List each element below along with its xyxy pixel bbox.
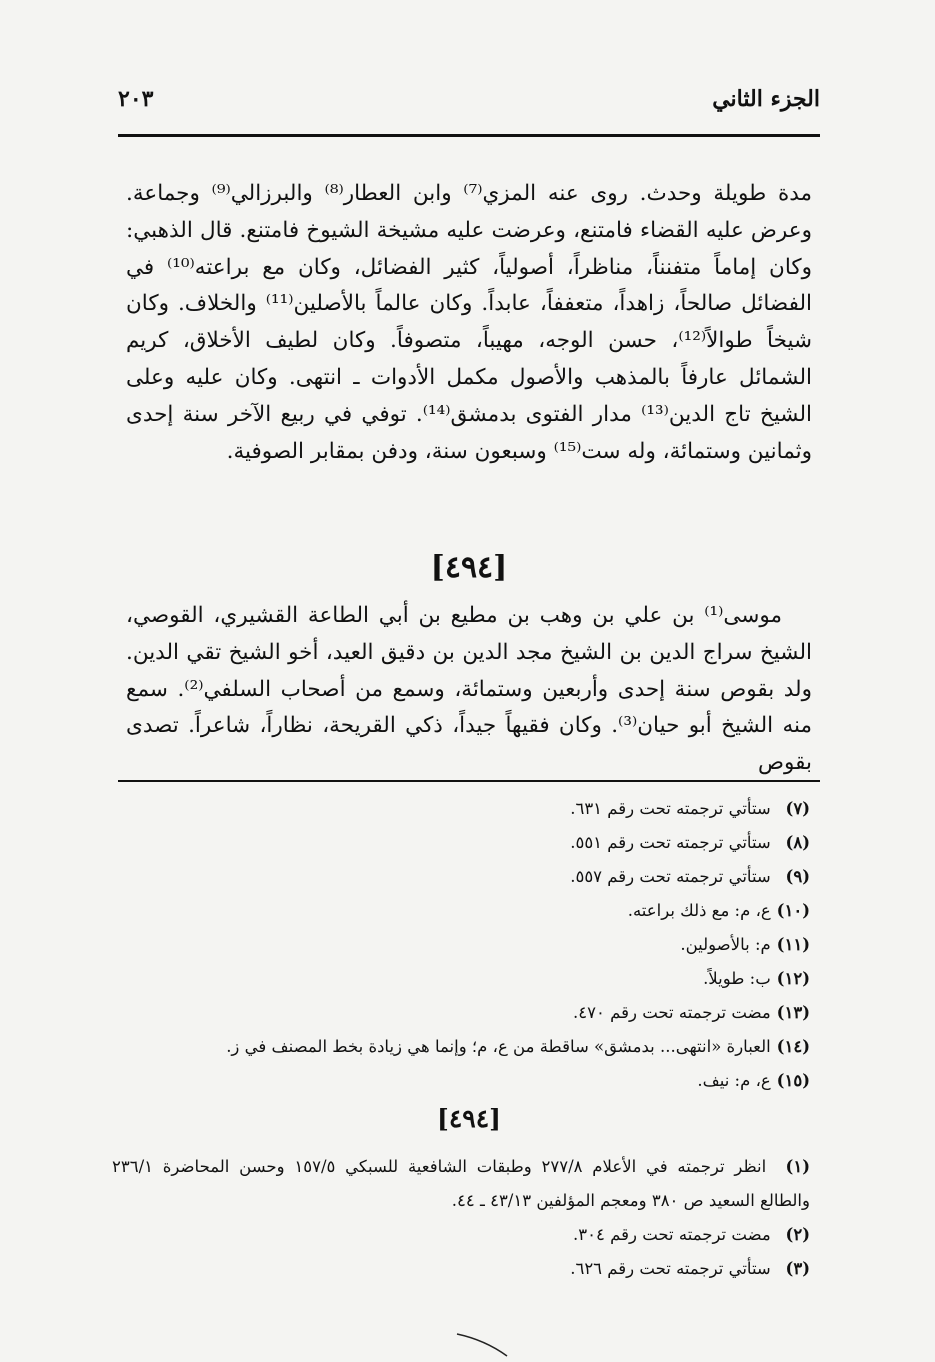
footnote-item [112,1252,810,1286]
footnote-text: ستأتي ترجمته تحت رقم ٦٣١. [570,799,771,818]
entry-paragraph: موسى⁽¹⁾ بن علي بن وهب بن مطيع بن أبي الطاعة القشيري، القوصي، الشيخ سراج الدين بن الشيخ مجد الدين بن دقيق العيد، أخو الشيخ تقي الدين. ولد بقوص سنة إحدى وأربعين وستمائة، وسمع من أصحاب السلفي⁽²⁾. سمع منه الشيخ أبو حيان⁽³⁾. وكان فقيهاً جيداً، ذكي القريحة، نظاراً، شاعراً. تصدى بقوص [126,603,813,776]
footnote-item [112,1150,810,1218]
footnote-item [120,928,810,962]
page-header [118,84,820,124]
footnote-text: ستأتي ترجمته تحت رقم ٥٥٧. [570,867,771,886]
header-rule [118,134,820,137]
footnote-item [120,962,810,996]
footnotes-previous-entry [120,792,810,1098]
page-number: ٢٠٣ [118,86,154,112]
footnote-number: (٩) [785,867,810,886]
footnote-text: انظر ترجمته في الأعلام ٢٧٧/٨ وطبقات الشافعية للسبكي ١٥٧/٥ وحسن المحاضرة ٢٣٦/١ والطالع السعيد ص ٣٨٠ ومعجم المؤلفين ٤٣/١٣ ـ ٤٤. [112,1157,810,1210]
footnote-text: م: بالأصولين. [680,935,771,954]
main-paragraph: مدة طويلة وحدث. روى عنه المزي⁽⁷⁾ وابن العطار⁽⁸⁾ والبرزالي⁽⁹⁾ وجماعة. وعرض عليه القضاء فامتنع، وعرضت عليه مشيخة الشيوخ فامتنع. قال الذهبي: وكان إماماً متفنناً، مناظراً، أصولياً، كثير الفضائل، وكان مع براعته⁽¹⁰⁾ في الفضائل صالحاً، زاهداً، متعففاً، عابداً. وكان عالماً بالأصلين⁽¹¹⁾ والخلاف. وكان شيخاً طوالاً⁽¹²⁾، حسن الوجه، مهيباً، متصوفاً. وكان لطيف الأخلاق، كريم الشمائل عارفاً بالمذهب والأصول مكمل الأدوات ـ انتهى. وكان عليه وعلى الشيخ تاج الدين⁽¹³⁾ مدار الفتوى بدمشق⁽¹⁴⁾. توفي في ربيع الآخر سنة إحدى وثمانين وستمائة، وله ست⁽¹⁵⁾ وسبعون سنة، ودفن بمقابر الصوفية. [126,181,813,464]
footnote-number: (٢) [785,1225,810,1244]
footnote-item [120,1030,810,1064]
footnote-number: (١٤) [776,1037,810,1056]
footnotes-current-entry [112,1150,810,1286]
scan-artifact-mark [455,1330,525,1360]
footnote-number: (١٥) [776,1071,810,1090]
footnote-number: (١٠) [776,901,810,920]
running-title: الجزء الثاني [712,86,820,112]
footnote-number: (١١) [776,935,810,954]
footnote-item [120,860,810,894]
footnote-rule [118,780,820,782]
entry-number: [٤٩٤] [430,550,508,585]
footnote-number: (١٣) [776,1003,810,1022]
footnote-text: ستأتي ترجمته تحت رقم ٥٥١. [570,833,771,852]
footnote-item [120,792,810,826]
footnote-item [120,996,810,1030]
footnote-text: مضت ترجمته تحت رقم ٣٠٤. [573,1225,771,1244]
footnote-number: (٧) [785,799,810,818]
footnote-text: مضت ترجمته تحت رقم ٤٧٠. [573,1003,771,1022]
footnote-section-entry-number: [٤٩٤] [437,1104,501,1133]
entry-text-block [126,598,812,782]
main-text-block [126,176,812,470]
footnote-item [120,826,810,860]
footnote-text: ستأتي ترجمته تحت رقم ٦٢٦. [570,1259,771,1278]
footnote-text: العبارة «انتهى... بدمشق» ساقطة من ع، م؛ وإنما هي زيادة بخط المصنف في ز. [226,1037,771,1056]
footnote-number: (٨) [785,833,810,852]
footnote-item [120,1064,810,1098]
footnote-text: ب: طويلاً. [703,969,771,988]
footnote-number: (١٢) [776,969,810,988]
footnote-item [120,894,810,928]
footnote-number: (١) [785,1157,810,1176]
footnote-item [112,1218,810,1252]
footnote-number: (٣) [785,1259,810,1278]
footnote-text: ع، م: نيف. [697,1071,771,1090]
footnote-text: ع، م: مع ذلك براعته. [627,901,771,920]
